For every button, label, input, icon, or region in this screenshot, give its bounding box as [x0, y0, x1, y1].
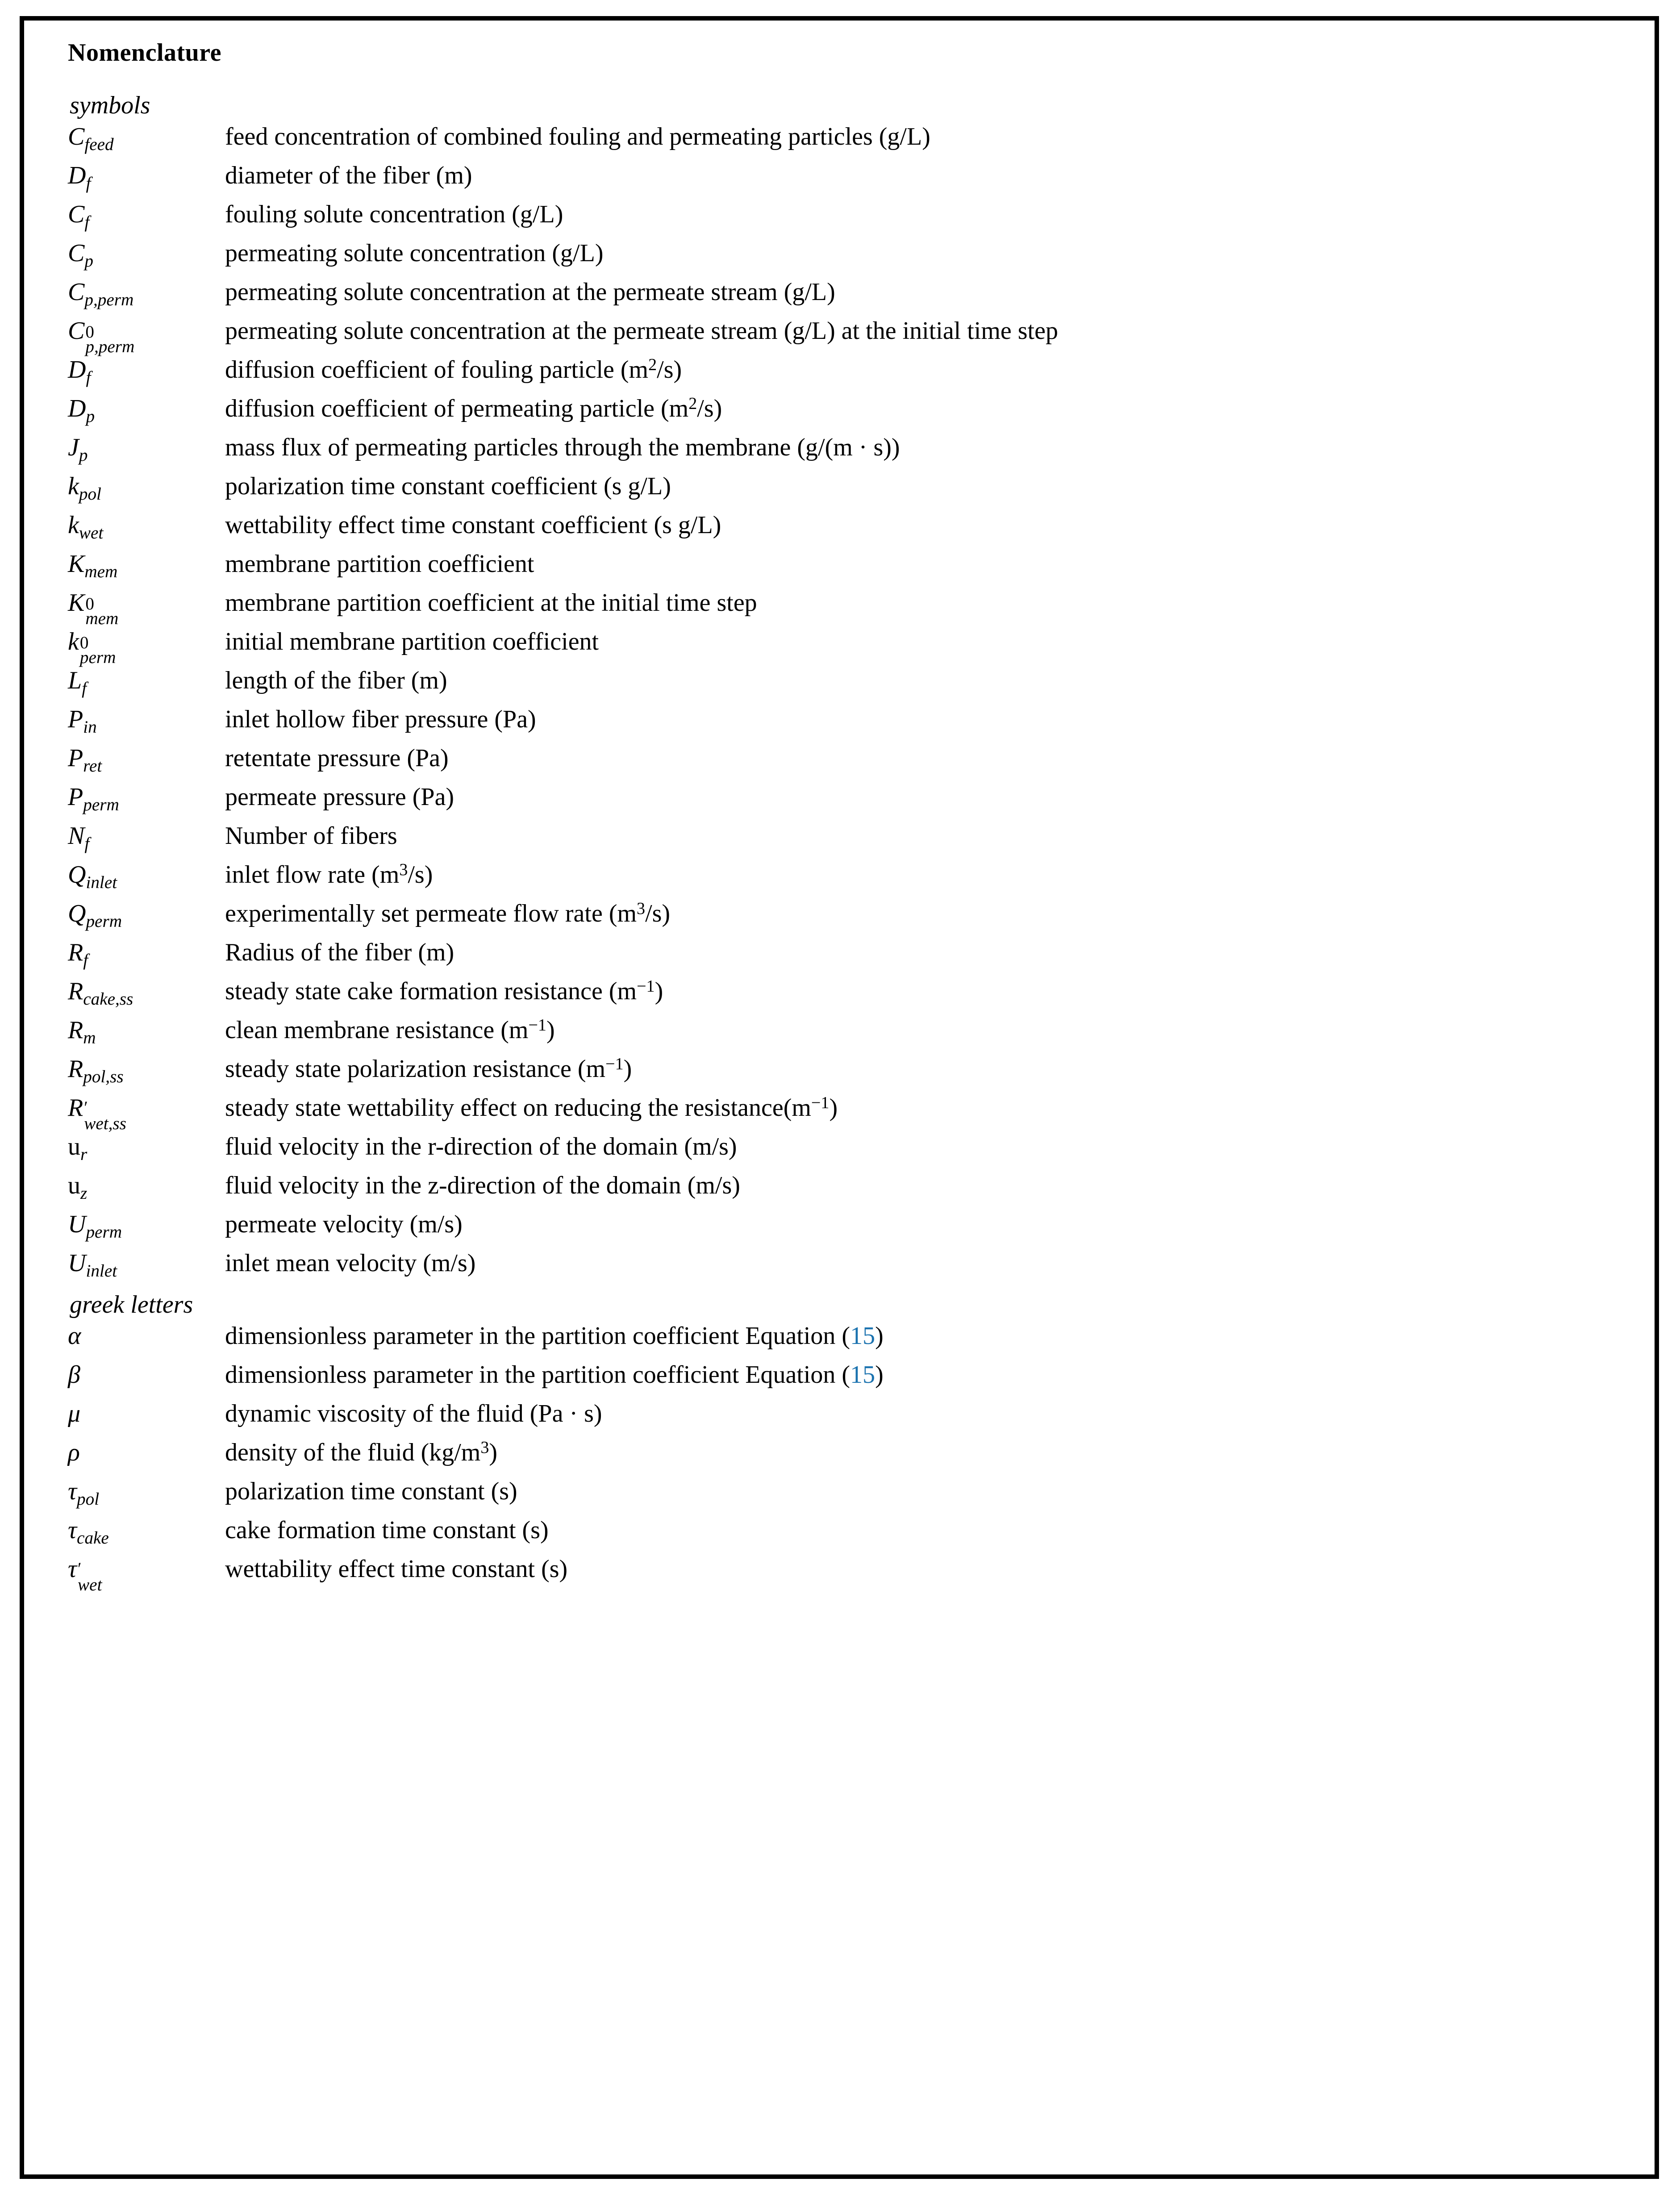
table-row [68, 901, 1626, 940]
description-c-p: permeating solute concentration (g/L) [225, 239, 604, 267]
table-row [68, 1479, 1626, 1518]
table-row [68, 1556, 1626, 1595]
symbol-l-f: $L_f$ [68, 667, 87, 698]
table-row [68, 435, 1626, 474]
symbol-c-feed: $C_{feed}$ [68, 123, 114, 154]
description-l-f: length of the fiber (m) [225, 667, 447, 694]
symbol-tau-wet: τ ′ wet [68, 1555, 102, 1594]
description-d-f-diameter: diameter of the fiber (m) [225, 162, 472, 189]
symbol-n-f: $N_f$ [68, 822, 90, 853]
description-k-perm-initial: initial membrane partition coefficient [225, 628, 599, 655]
table-row [68, 318, 1626, 357]
description-u-z: fluid velocity in the z-direction of the domain (m/s) [225, 1172, 740, 1199]
description-q-inlet: inlet flow rate $(m^3/s)$ [225, 860, 433, 889]
symbol-u-r: $u_r$ [68, 1133, 88, 1164]
symbol-j-p: $J_p$ [68, 434, 88, 465]
symbol-d-p: $D_p$ [68, 395, 95, 426]
symbol-u-perm: $U_{perm}$ [68, 1210, 122, 1242]
description-p-perm: permeate pressure (Pa) [225, 783, 454, 811]
description-d-p: diffusion coefficient of permeating particle $(m^2/s)$ [225, 394, 722, 422]
description-c-feed: feed concentration of combined fouling and permeating particles (g/L) [225, 123, 930, 150]
symbols-table [68, 124, 1626, 1289]
description-k-mem-initial: membrane partition coefficient at the initial time step [225, 589, 757, 617]
description-u-perm: permeate velocity (m/s) [225, 1210, 463, 1238]
table-row [68, 124, 1626, 163]
table-row [68, 862, 1626, 901]
description-alpha: dimensionless parameter in the partition coefficient Equation (15) [225, 1322, 884, 1350]
description-c-f: fouling solute concentration (g/L) [225, 200, 563, 228]
symbol-p-ret: $P_{ret}$ [68, 744, 102, 776]
symbol-r-cake-ss: $R_{cake,ss}$ [68, 977, 133, 1009]
symbol-alpha: α [68, 1322, 81, 1350]
greek-letters-table [68, 1323, 1626, 1595]
symbol-d-f-diffusion: $D_f$ [68, 356, 91, 387]
description-beta: dimensionless parameter in the partition coefficient Equation (15) [225, 1361, 884, 1389]
table-row [68, 1323, 1626, 1362]
symbol-tau-cake: $\tau_{cake}$ [68, 1516, 109, 1548]
description-r-f: Radius of the fiber (m) [225, 939, 454, 966]
table-row [68, 1440, 1626, 1479]
nomenclature-content [68, 40, 1626, 1595]
symbol-k-wet: $k_{wet}$ [68, 511, 104, 542]
symbol-r-pol-ss: $R_{pol,ss}$ [68, 1055, 124, 1086]
description-r-wet-ss: steady state wettability effect on reducing the $resistance(m^{-1})$ [225, 1093, 838, 1122]
description-tau-cake: cake formation time constant (s) [225, 1516, 549, 1544]
symbol-q-inlet: $Q_{inlet}$ [68, 861, 117, 892]
table-row [68, 1212, 1626, 1251]
description-q-perm: experimentally set permeate flow rate $(m^3/s)$ [225, 899, 671, 927]
description-p-ret: retentate pressure (Pa) [225, 744, 449, 772]
description-u-inlet: inlet mean velocity (m/s) [225, 1249, 476, 1277]
description-rho: density of the fluid $(kg/m^3)$ [225, 1438, 498, 1466]
table-row [68, 396, 1626, 435]
table-row [68, 163, 1626, 202]
table-row [68, 1134, 1626, 1173]
description-r-m: clean membrane resistance $(m^{-1})$ [225, 1015, 555, 1044]
table-row [68, 707, 1626, 746]
equation-reference-link[interactable]: 15 [850, 1322, 875, 1350]
description-d-f-diffusion: diffusion coefficient of fouling particle $(m^2/s)$ [225, 355, 682, 384]
description-k-wet: wettability effect time constant coefficient (s g/L) [225, 511, 721, 539]
symbol-k-perm-initial: k 0 perm [68, 628, 116, 667]
table-row [68, 1401, 1626, 1440]
description-k-pol: polarization time constant coefficient (s g/L) [225, 472, 671, 500]
description-tau-pol: polarization time constant (s) [225, 1477, 517, 1505]
symbol-u-inlet: $U_{inlet}$ [68, 1249, 117, 1281]
table-row [68, 1518, 1626, 1556]
table-row [68, 202, 1626, 241]
symbol-c-p-perm: $C_{p,perm}$ [68, 278, 134, 309]
table-row [68, 1251, 1626, 1289]
symbol-mu: μ [68, 1400, 81, 1427]
table-row [68, 1173, 1626, 1212]
table-row [68, 979, 1626, 1018]
symbol-p-perm: $P_{perm}$ [68, 783, 119, 814]
table-row [68, 1056, 1626, 1095]
description-c-p-perm-initial: permeating solute concentration at the permeate stream (g/L) at the initial time step [225, 317, 1058, 345]
description-n-f: Number of fibers [225, 822, 397, 850]
symbol-d-f-diameter: $D_f$ [68, 162, 91, 193]
table-row [68, 551, 1626, 590]
equation-reference-link[interactable]: 15 [850, 1361, 875, 1389]
description-mu: dynamic viscosity of the fluid (Pa · s) [225, 1400, 602, 1427]
symbol-r-m: $R_m$ [68, 1016, 96, 1047]
symbol-c-p-perm-initial: C 0 p,perm [68, 317, 135, 356]
description-p-in: inlet hollow fiber pressure (Pa) [225, 705, 536, 733]
symbol-k-pol: $k_{pol}$ [68, 472, 101, 504]
table-row [68, 280, 1626, 318]
symbol-q-perm: $Q_{perm}$ [68, 900, 122, 931]
group-label-symbols: symbols [70, 92, 150, 119]
symbol-beta: β [68, 1361, 80, 1389]
table-row [68, 629, 1626, 668]
symbol-rho: ρ [68, 1439, 80, 1466]
table-row [68, 1362, 1626, 1401]
description-k-mem: membrane partition coefficient [225, 550, 534, 578]
table-row [68, 357, 1626, 396]
table-row [68, 241, 1626, 280]
symbol-r-wet-ss: R ′ wet,ss [68, 1094, 126, 1133]
description-c-p-perm: permeating solute concentration at the permeate stream (g/L) [225, 278, 835, 306]
symbol-k-mem-initial: K 0 mem [68, 589, 119, 628]
symbol-r-f: $R_f$ [68, 939, 88, 970]
group-label-greek-letters: greek letters [70, 1291, 193, 1319]
table-row [68, 784, 1626, 823]
symbol-p-in: $P_{in}$ [68, 705, 97, 737]
table-row [68, 590, 1626, 629]
description-tau-wet: wettability effect time constant (s) [225, 1555, 568, 1583]
description-r-cake-ss: steady state cake formation resistance $(m^{-1})$ [225, 976, 663, 1005]
page-title: Nomenclature [68, 39, 221, 67]
symbol-u-z: $u_z$ [68, 1172, 88, 1203]
description-j-p: mass flux of permeating particles through the membrane (g/(m · s)) [225, 434, 900, 461]
symbol-tau-pol: $\tau_{pol}$ [68, 1477, 100, 1509]
table-row [68, 668, 1626, 707]
table-row [68, 940, 1626, 979]
table-row [68, 1018, 1626, 1056]
table-row [68, 1095, 1626, 1134]
description-r-pol-ss: steady state polarization resistance $(m^{-1})$ [225, 1054, 632, 1083]
symbol-c-f: $C_f$ [68, 200, 90, 232]
symbol-k-mem: $K_{mem}$ [68, 550, 118, 581]
description-u-r: fluid velocity in the r-direction of the domain (m/s) [225, 1133, 737, 1160]
table-row [68, 474, 1626, 513]
symbol-c-p: $C_p$ [68, 239, 93, 271]
table-row [68, 746, 1626, 784]
table-row [68, 513, 1626, 551]
table-row [68, 823, 1626, 862]
